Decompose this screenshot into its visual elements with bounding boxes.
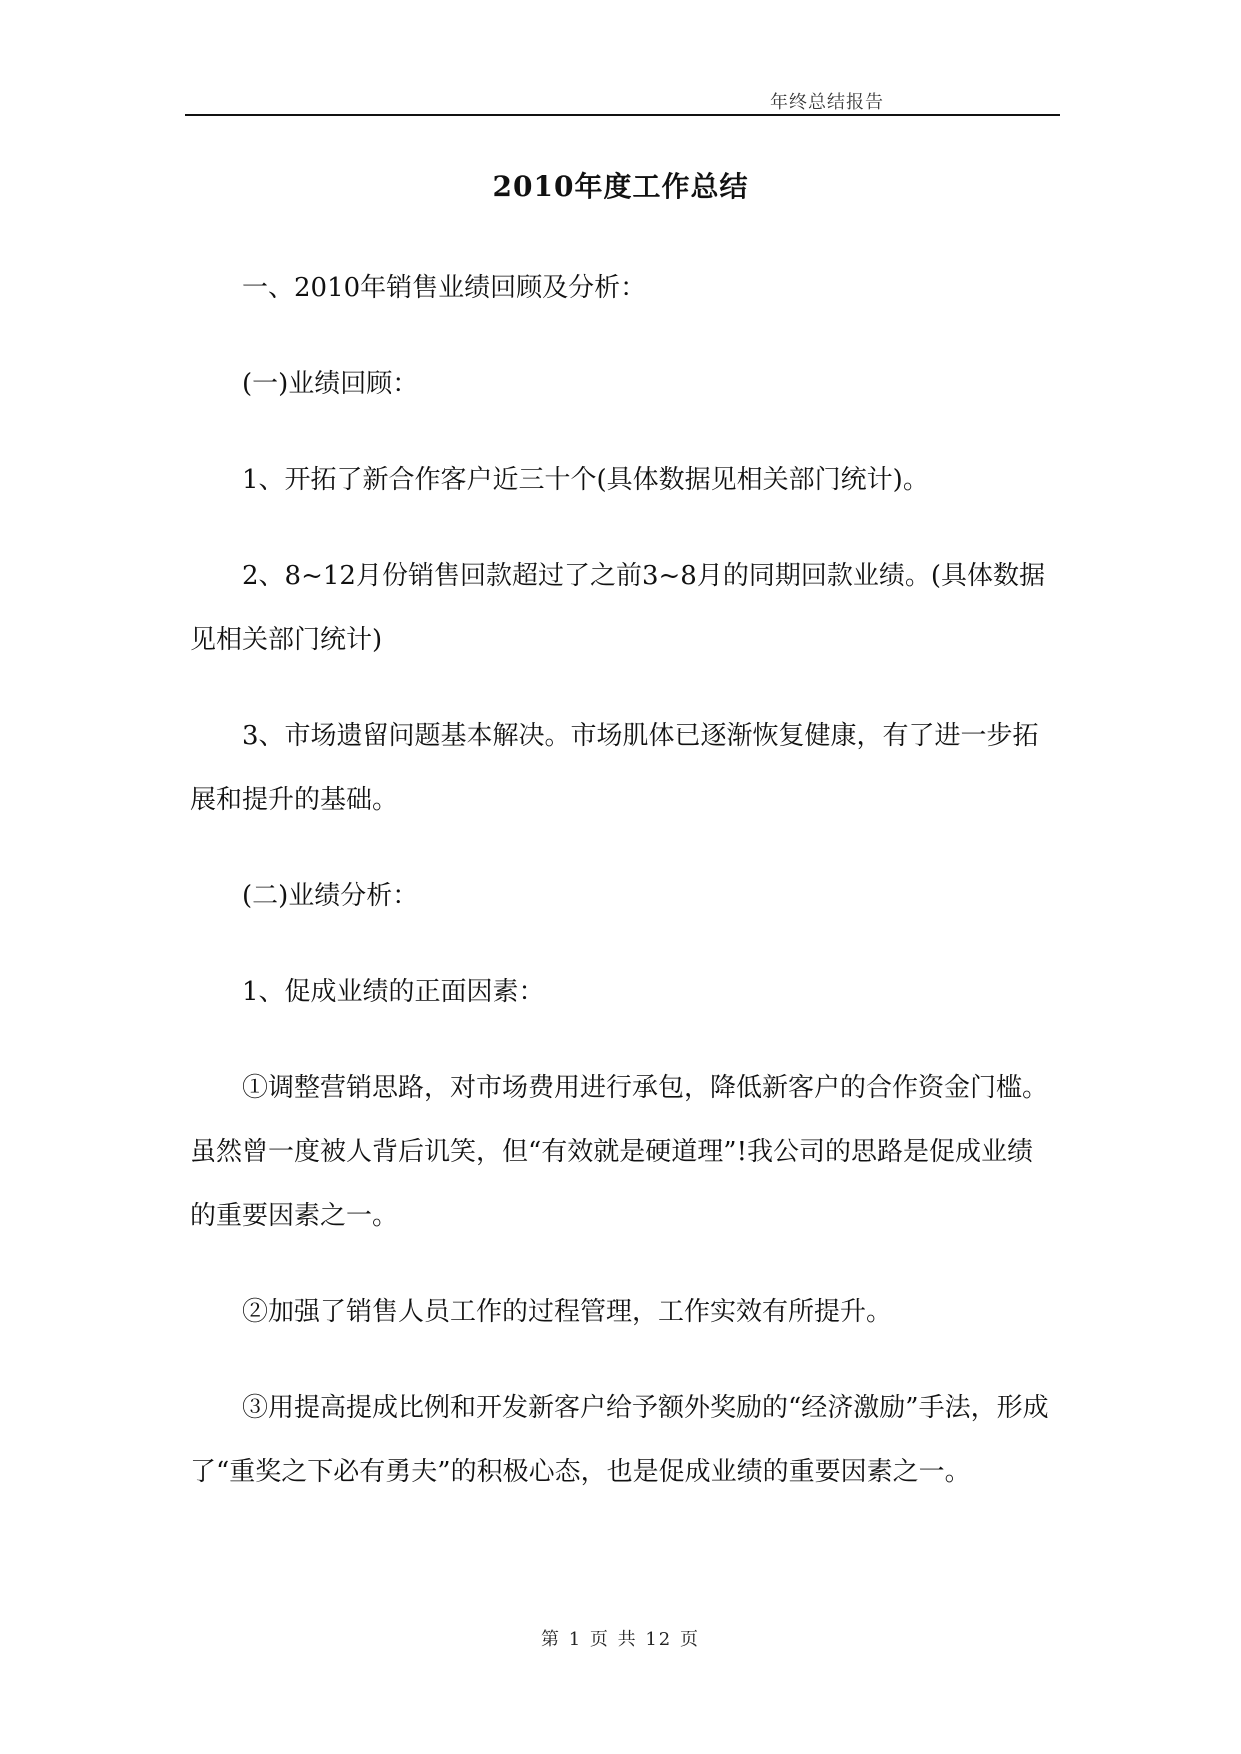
subsection-heading: (二)业绩分析： [242,881,419,911]
running-header: 年终总结报告 [770,92,884,113]
paragraph: 1、开拓了新合作客户近三十个(具体数据见相关部门统计)。 [242,465,929,495]
document-title: 2010年度工作总结 [492,170,749,203]
paragraph: ①调整营销思路，对市场费用进行承包，降低新客户的合作资金门槛。虽然曾一度被人背后讥笑，但“有效就是硬道理”!我公司的思路是促成业绩的重要因素之一。 [190,1073,1049,1231]
header-divider [185,114,1060,116]
paragraph: 3、市场遗留问题基本解决。市场肌体已逐渐恢复健康，有了进一步拓展和提升的基础。 [190,721,1039,815]
paragraph: 2、8~12月份销售回款超过了之前3~8月的同期回款业绩。(具体数据见相关部门统计) [190,561,1045,655]
subsection-heading: (一)业绩回顾： [242,369,419,399]
paragraph: ②加强了销售人员工作的过程管理，工作实效有所提升。 [242,1297,893,1327]
page-number: 第 1 页 共 12 页 [541,1629,700,1650]
document-body [190,256,1055,1536]
paragraph: 1、促成业绩的正面因素： [242,977,545,1007]
section-heading: 一、2010年销售业绩回顾及分析： [242,273,647,303]
paragraph: ③用提高提成比例和开发新客户给予额外奖励的“经济激励”手法，形成了“重奖之下必有勇夫”的积极心态，也是促成业绩的重要因素之一。 [190,1393,1049,1487]
